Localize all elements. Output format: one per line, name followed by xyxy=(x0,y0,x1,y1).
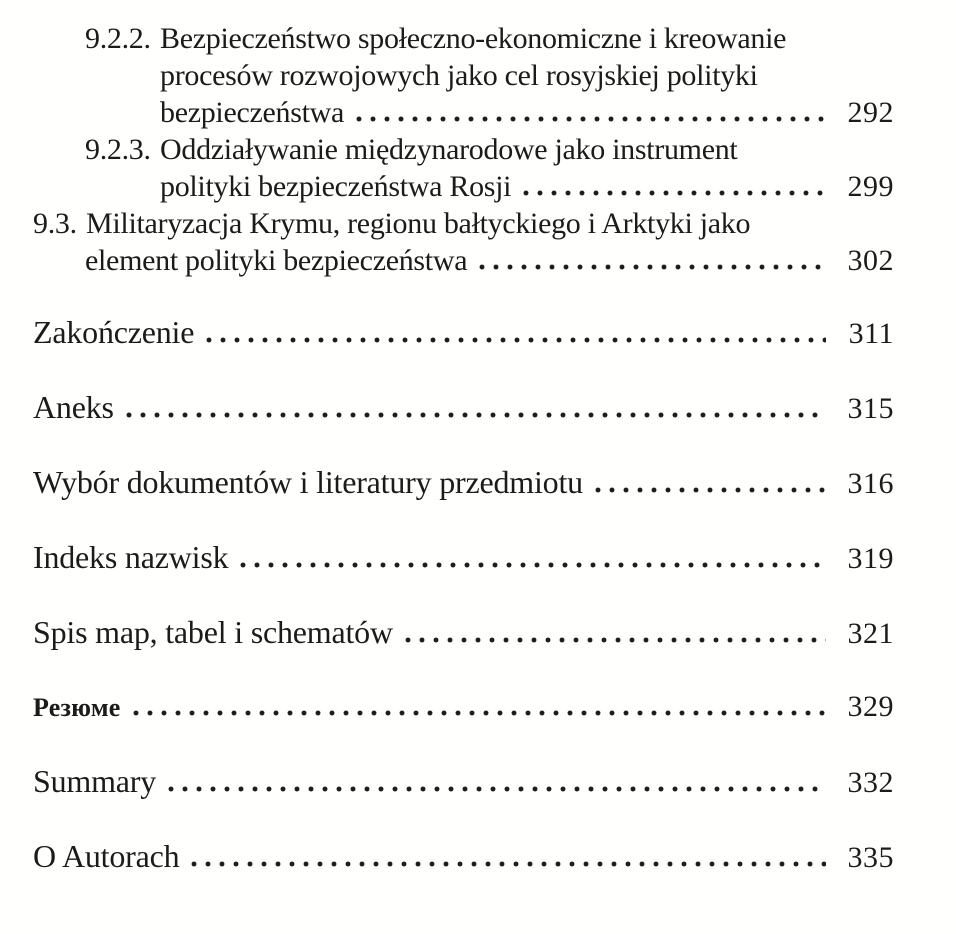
dot-leader xyxy=(405,619,826,643)
entry-title: Wybór dokumentów i literatury przedmiotu xyxy=(33,464,583,500)
page-number: 292 xyxy=(847,96,894,129)
entry-text-line: Bezpieczeństwo społeczno-ekonomiczne i kreowanie xyxy=(160,22,787,55)
entry-number: 9.3. xyxy=(33,207,77,240)
entry-text-line: element polityki bezpieczeństwa xyxy=(85,244,468,277)
toc-entry-9-3 xyxy=(33,205,894,279)
dot-leader xyxy=(595,469,826,493)
toc-entry-rezyume xyxy=(33,687,894,728)
toc-entry-summary xyxy=(33,761,894,803)
entry-title: O Autorach xyxy=(33,838,180,874)
entry-title: Резюме xyxy=(33,693,121,722)
entry-text-line: Oddziaływanie międzynarodowe jako instrument xyxy=(160,133,738,166)
toc-line xyxy=(33,20,894,57)
page-number: 319 xyxy=(847,542,894,575)
dot-leader xyxy=(356,98,826,122)
entry-text-line: bezpieczeństwa xyxy=(160,96,345,129)
page-number: 315 xyxy=(847,392,894,425)
entry-title: Summary xyxy=(33,763,157,799)
entry-title: Aneks xyxy=(33,389,114,425)
toc-entry-spis-map xyxy=(33,612,894,654)
toc-entry-o-autorach xyxy=(33,836,894,878)
toc-line xyxy=(33,94,894,131)
entry-title: Zakończenie xyxy=(33,314,195,350)
dot-leader xyxy=(479,246,826,270)
toc-entry-9-2-2 xyxy=(33,20,894,131)
page-number: 316 xyxy=(847,467,894,500)
toc-entry-zakonczenie xyxy=(33,312,894,354)
toc-line xyxy=(33,242,894,279)
dot-leader xyxy=(206,319,826,343)
toc-line xyxy=(33,57,894,94)
entry-title: Indeks nazwisk xyxy=(33,539,229,575)
dot-leader xyxy=(126,394,826,418)
toc-line xyxy=(33,131,894,168)
page-number: 332 xyxy=(847,766,894,799)
toc-entry-aneks xyxy=(33,387,894,429)
toc-entry-wybor-dokumentow xyxy=(33,462,894,504)
toc-line xyxy=(33,205,894,242)
entry-text-line: Militaryzacja Krymu, regionu bałtyckiego i Arktyki jako xyxy=(86,207,751,240)
dot-leader xyxy=(133,692,826,716)
dot-leader xyxy=(523,172,826,196)
toc-entry-9-2-3 xyxy=(33,131,894,205)
entry-text-line: polityki bezpieczeństwa Rosji xyxy=(160,170,512,203)
entry-number: 9.2.3. xyxy=(85,133,151,166)
page-number: 311 xyxy=(848,317,894,350)
page-number: 335 xyxy=(847,841,894,874)
page-number: 329 xyxy=(847,690,894,723)
page-number: 299 xyxy=(847,170,894,203)
entry-number: 9.2.2. xyxy=(85,22,151,55)
toc-line xyxy=(33,168,894,205)
page-number: 302 xyxy=(847,244,894,277)
dot-leader xyxy=(240,544,826,568)
entry-title: Spis map, tabel i schematów xyxy=(33,614,393,650)
dot-leader xyxy=(168,768,826,792)
toc-entry-indeks-nazwisk xyxy=(33,537,894,579)
page-number: 321 xyxy=(847,617,894,650)
dot-leader xyxy=(191,843,826,867)
entry-text-line: procesów rozwojowych jako cel rosyjskiej polityki xyxy=(160,59,758,92)
